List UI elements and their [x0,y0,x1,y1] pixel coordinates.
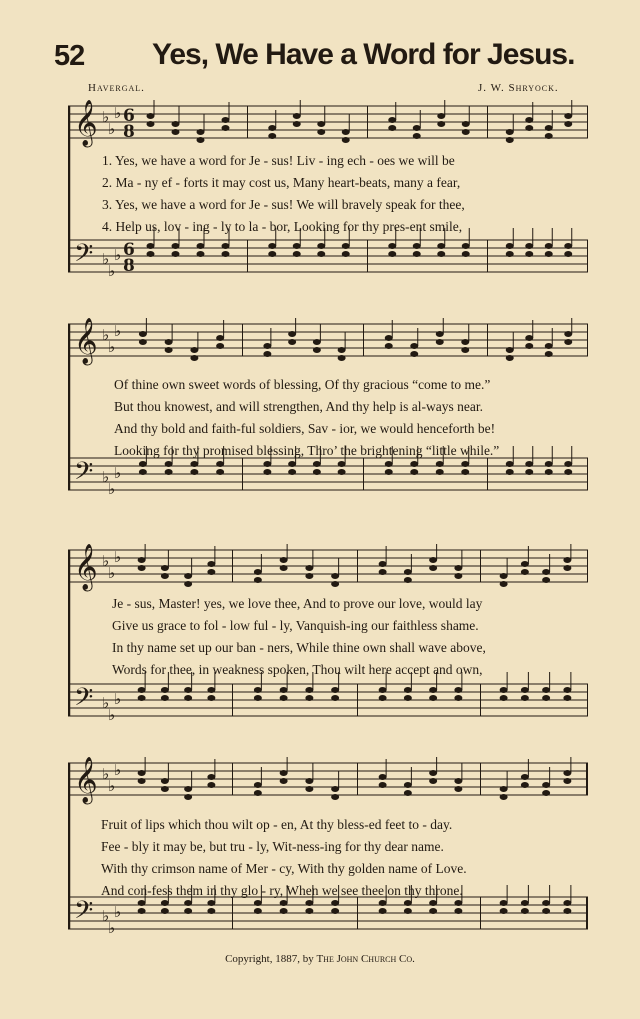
svg-text:♭: ♭ [102,468,110,486]
svg-text:♭: ♭ [102,694,110,712]
lyric-line: 4. Help us, lov - ing - ly to la - bor, Looking for thy pres-ent smile, [102,219,463,234]
svg-text:♭: ♭ [108,262,116,280]
lyric-line: Fruit of lips which thou wilt op - en, At thy bless-ed feet to - day. [101,817,453,832]
svg-text:𝄞: 𝄞 [74,100,98,146]
lyric-line: But thou knowest, and will strengthen, And thy help is al-ways near. [114,399,483,414]
svg-text:♭: ♭ [114,104,122,122]
svg-text:♭: ♭ [114,246,122,264]
hymn-number: 52 [54,40,85,72]
svg-text:♭: ♭ [108,120,116,138]
svg-text:♭: ♭ [114,690,122,708]
lyric-line: Je - sus, Master! yes, we love thee, And to prove our love, would lay [112,596,483,611]
svg-text:♭: ♭ [108,706,116,724]
svg-text:♭: ♭ [108,338,116,356]
lyric-line: 2. Ma - ny ef - forts it may cost us, Many heart-beats, many a fear, [102,175,461,190]
svg-text:𝄢: 𝄢 [74,896,94,931]
svg-text:♭: ♭ [108,480,116,498]
copyright-notice [0,953,640,965]
svg-text:♭: ♭ [108,564,116,582]
svg-text:𝄞: 𝄞 [74,544,98,590]
svg-text:𝄞: 𝄞 [74,757,98,803]
svg-text:♭: ♭ [102,552,110,570]
hymn-title: Yes, We Have a Word for Jesus. [152,38,575,71]
svg-text:6: 6 [123,106,135,126]
lyric-line: 1. Yes, we have a word for Je - sus! Liv - ing ech - oes we will be [102,153,455,168]
copyright-text: Copyright, 1887, by [225,953,314,965]
svg-text:♭: ♭ [102,250,110,268]
lyric-line: And thy bold and faith-ful soldiers, Sav - ior, we would henceforth be! [114,421,496,436]
svg-text:𝄢: 𝄢 [74,457,94,492]
lyric-line: In thy name set up our ban - ners, While thine own shall wave above, [112,640,486,655]
lyric-line: Give us grace to fol - low ful - ly, Vanquish-ing our faithless shame. [112,618,479,633]
svg-text:♭: ♭ [102,765,110,783]
svg-text:♭: ♭ [102,326,110,344]
lyrics-block-4 [68,814,588,902]
svg-text:♭: ♭ [114,464,122,482]
lyrics-block-1 [68,150,588,238]
svg-text:♭: ♭ [114,761,122,779]
svg-text:♭: ♭ [102,108,110,126]
svg-text:𝄢: 𝄢 [74,683,94,718]
lyric-line: 3. Yes, we have a word for Je - sus! We will bravely speak for thee, [102,197,465,212]
publisher-name: The John Church Co. [316,953,415,965]
lyric-line: Words for thee, in weakness spoken, Thou wilt here accept and own, [112,662,483,677]
composer-credit: J. W. Shryock. [478,82,559,94]
svg-text:♭: ♭ [114,322,122,340]
svg-text:6: 6 [123,240,135,260]
svg-text:♭: ♭ [108,777,116,795]
lyric-line: With thy crimson name of Mer - cy, With thy golden name of Love. [101,861,467,876]
svg-text:♭: ♭ [102,907,110,925]
lyrics-block-2 [68,374,588,462]
svg-text:8: 8 [123,122,135,142]
lyrics-block-3 [68,593,588,681]
lyric-line: Of thine own sweet words of blessing, Of thy gracious “come to me.” [114,377,491,392]
svg-text:♭: ♭ [114,548,122,566]
lyric-line: Fee - bly it may be, but tru - ly, Wit-ness-ing for thy dear name. [101,839,444,854]
lyric-line: And con-fess them in thy glo - ry, When we see thee on thy throne. [101,883,463,898]
lyric-line: Looking for thy promised blessing, Thro’ the brightening “little while.” [114,443,500,458]
svg-text:♭: ♭ [114,903,122,921]
svg-text:𝄢: 𝄢 [74,239,94,274]
lyricist-credit: Havergal. [88,82,145,94]
svg-text:♭: ♭ [108,919,116,937]
svg-text:𝄞: 𝄞 [74,318,98,364]
svg-text:8: 8 [123,256,135,276]
